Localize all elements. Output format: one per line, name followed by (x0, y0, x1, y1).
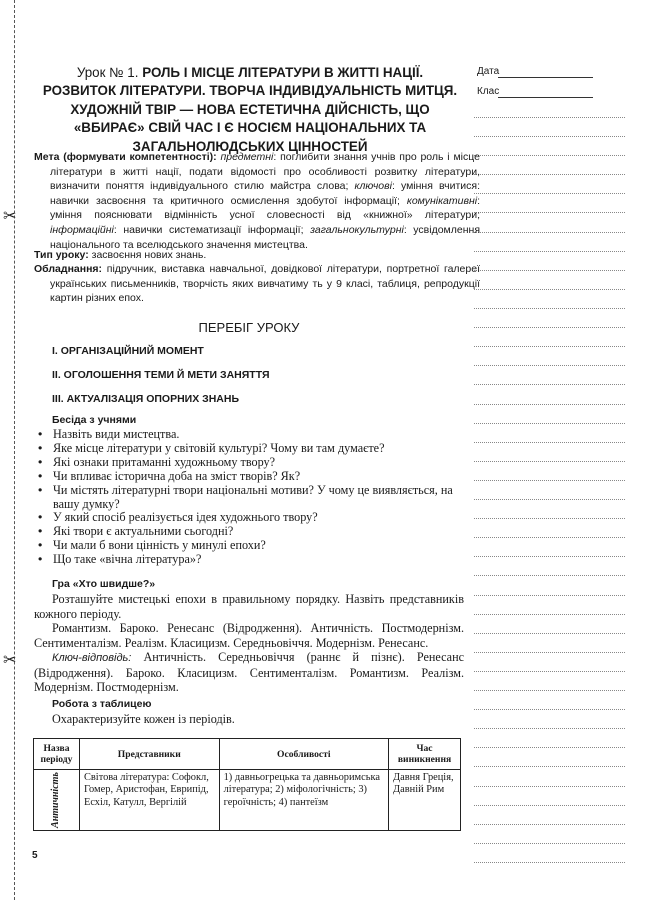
game-list: Романтизм. Бароко. Ренесанс (Відродження). Античність. Постмодернізм. Сентименталізм. Реалізм. Класицизм. Середньовіччя. Модернізм. Ренесанс. (34, 621, 464, 650)
list-item: • Чи впливає історична доба на зміст творів? Як? (38, 468, 301, 483)
note-line (474, 652, 625, 653)
note-line (474, 365, 625, 366)
period-name: Античність (50, 772, 62, 828)
note-line (474, 499, 625, 500)
lesson-title-text: РОЛЬ І МІСЦЕ ЛІТЕРАТУРИ В ЖИТТІ НАЦІЇ. РОЗВИТОК ЛІТЕРАТУРИ. ТВОРЧА ІНДИВІДУАЛЬНІСТЬ МИТЦЯ. ХУДОЖНІЙ ТВІР — НОВА ЕСТЕТИЧНА ДІЙСНІСТЬ, ЩО «ВБИРАЄ» СВІЙ ЧАС І Є НОСІЄМ НАЦІОНАЛЬНИХ ТА ЗАГАЛЬНОЛЮДСЬКИХ ЦІННОСТЕЙ (42, 65, 458, 154)
class-line (498, 97, 593, 98)
note-line (474, 346, 625, 347)
note-line (474, 633, 625, 634)
lesson-equipment (34, 262, 480, 306)
note-line (474, 709, 625, 710)
game-task: Розташуйте мистецькі епохи в правильному порядку. Назвіть представників кожного періоду. (34, 592, 464, 621)
note-line (474, 728, 625, 729)
list-item: • Що таке «вічна література»? (38, 552, 202, 567)
table-heading: Робота з таблицею (52, 698, 152, 710)
list-item: • Чи містять літературні твори національні мотиви? У чому це виявляється, на вашу думку? (38, 482, 453, 511)
date-label: Дата (477, 66, 500, 77)
note-line (474, 537, 625, 538)
cut-line (14, 0, 15, 900)
note-line (474, 805, 625, 806)
subject-label: предметні (220, 151, 274, 163)
column-header: Представники (79, 739, 219, 770)
note-line (474, 575, 625, 576)
lesson-type (34, 248, 464, 263)
key-label: ключові (354, 180, 392, 193)
section-heading: II. ОГОЛОШЕННЯ ТЕМИ Й МЕТИ ЗАНЯТТЯ (52, 369, 270, 381)
column-header: Назва періоду (34, 739, 80, 770)
list-item: • Чи мали б вони цінність у минулі епохи? (38, 538, 266, 553)
type-label: Тип уроку: (34, 249, 89, 261)
note-line (474, 747, 625, 748)
equip-label: Обладнання: (34, 263, 103, 275)
note-line (474, 212, 625, 213)
note-line (474, 843, 625, 844)
list-item: • Яке місце літератури у світовій культурі? Чому ви там думаєте? (38, 440, 385, 455)
class-label: Клас (477, 86, 500, 97)
info-label: інформаційні (50, 223, 114, 236)
note-line (474, 270, 625, 271)
list-item: • Які ознаки притаманні художньому твору? (38, 454, 276, 469)
table-task: Охарактеризуйте кожен із періодів. (52, 712, 235, 726)
cult-text: : усвідомлення національного та вселюдського значення мистецтва. (50, 223, 481, 251)
note-line (474, 251, 625, 252)
note-line (474, 690, 625, 691)
key-answer-label: Ключ-відповідь: (52, 652, 132, 664)
reps-cell: Світова література: Софокл, Гомер, Аристофан, Еврипід, Есхіл, Катулл, Вергілій (79, 770, 219, 831)
page-number: 5 (32, 850, 38, 861)
lesson-title (40, 64, 460, 156)
game-heading: Гра «Хто швидше?» (52, 578, 156, 590)
note-line (474, 614, 625, 615)
question-list (36, 428, 464, 567)
subject-text: : поглибити знання учнів про роль і місце літератури в житті нації, подати відомості про особливості розвитку літератури, визначити поняття індивідуального стилю майстра слова; (50, 151, 480, 193)
note-line (474, 404, 625, 405)
note-line (474, 595, 625, 596)
note-line (474, 117, 625, 118)
column-header: Час виникнення (389, 739, 461, 770)
key-answer-text: Античність. Середньовіччя (раннє й пізнє). Ренесанс (Відродження). Бароко. Класицизм. Сентименталізм. Романтизм. Реалізм. Модернізм. Постмодернізм. (34, 650, 464, 695)
note-line (474, 556, 625, 557)
key-answer (34, 650, 464, 695)
period-cell (34, 770, 80, 831)
note-line (474, 193, 625, 194)
list-item: • Які твори є актуальними сьогодні? (38, 524, 234, 539)
features-cell: 1) давньогрецька та давньоримська література; 2) міфологічність; 3) героїчність; 4) пантеїзм (219, 770, 388, 831)
column-header: Особливості (219, 739, 388, 770)
note-line (474, 862, 625, 863)
cult-label: загальнокультурні (310, 223, 404, 236)
scissors-icon: ✂ (3, 208, 17, 225)
lesson-number: Урок № 1. (76, 65, 139, 80)
note-line (474, 174, 625, 175)
list-item: • Назвіть види мистецтва. (38, 427, 180, 441)
date-line (498, 77, 593, 78)
note-line (474, 384, 625, 385)
comm-text: : уміння пояснювати відмінність усної словесності від «книжної» літератури; (50, 194, 480, 222)
note-line (474, 289, 625, 290)
time-cell: Давня Греція, Давній Рим (389, 770, 461, 831)
note-line (474, 136, 625, 137)
type-text: засвоєння нових знань. (88, 249, 207, 261)
table-row (34, 770, 461, 831)
note-line (474, 671, 625, 672)
comm-label: комунікативні (406, 194, 478, 207)
note-line (474, 766, 625, 767)
list-item: • У який спосіб реалізується ідея художнього твору? (38, 510, 318, 525)
info-text: : навички систематизації інформації; (113, 223, 304, 236)
table-header-row (34, 739, 461, 770)
note-line (474, 786, 625, 787)
note-line (474, 327, 625, 328)
section-heading: I. ОРГАНІЗАЦІЙНИЙ МОМЕНТ (52, 345, 204, 357)
note-line (474, 423, 625, 424)
note-line (474, 461, 625, 462)
section-heading: III. АКТУАЛІЗАЦІЯ ОПОРНИХ ЗНАНЬ (52, 393, 240, 405)
note-line (474, 824, 625, 825)
equip-text: підручник, виставка навчальної, довідкової літератури, портретної галереї українських письменників, творчість яких вивчатиму ть у 9 класі, таблиця, репродукції картин різних епох. (50, 263, 480, 305)
note-line (474, 155, 625, 156)
scissors-icon: ✂ (3, 652, 17, 669)
note-line (474, 232, 625, 233)
talk-heading: Бесіда з учнями (52, 414, 137, 426)
goal-label: Мета (формувати компетентності): (34, 151, 217, 163)
note-line (474, 308, 625, 309)
note-line (474, 518, 625, 519)
lesson-goal (34, 150, 480, 252)
periods-table (33, 738, 461, 831)
course-heading: ПЕРЕБІГ УРОКУ (198, 320, 300, 335)
note-line (474, 442, 625, 443)
note-line (474, 480, 625, 481)
key-text: : уміння вчитися: навички засвоєння та критичного осмислення здобутої інформації; (50, 180, 480, 207)
